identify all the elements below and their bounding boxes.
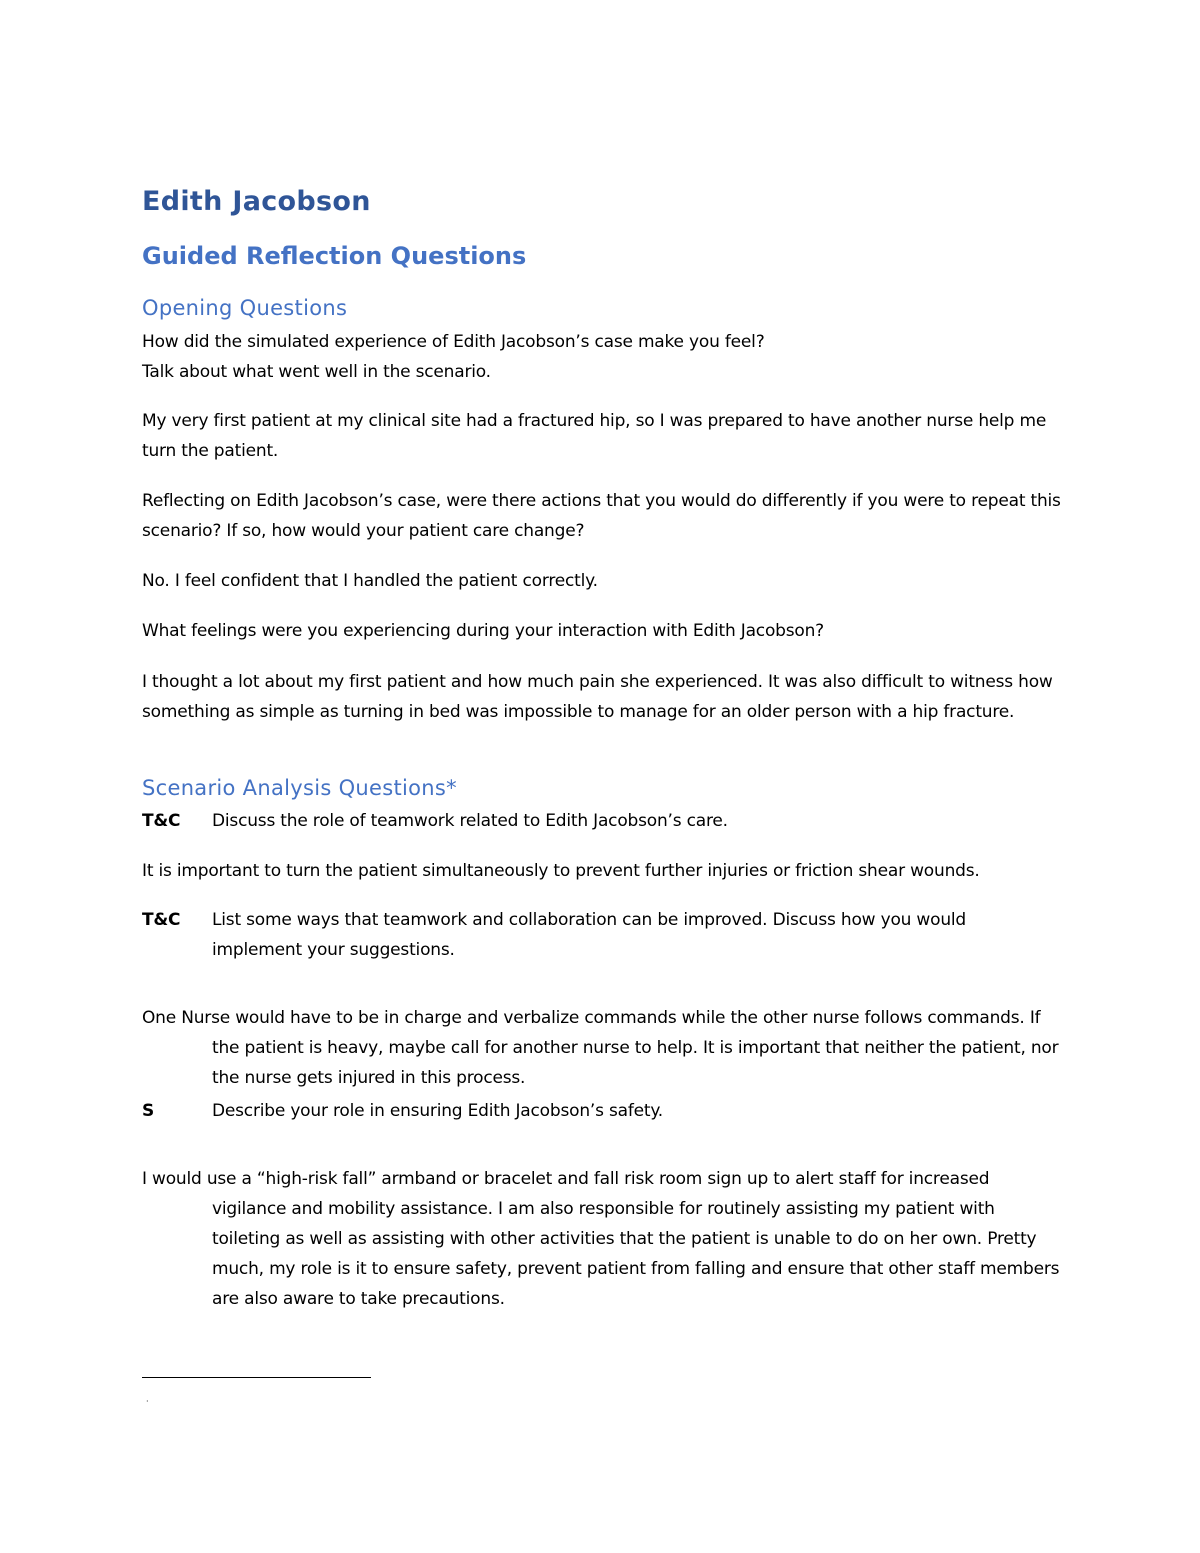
scenario-answer-3: I would use a “high-risk fall” armband or bracelet and fall risk room sign up to alert staff for increased vigilance and mobility assistance. I am also responsible for routinely assisting my patient with toileting as well as assisting with other activities that the patient is unable to do on her own. Pretty much, my role is it to ensure safety, prevent patient from falling and ensure that other staff members are also aware to take precautions. (142, 1169, 1060, 1309)
opening-answer-3: I thought a lot about my first patient and how much pain she experienced. It was also difficult to witness how something as simple as turning in bed was impossible to manage for an older person with a hip fracture. (142, 672, 1053, 722)
opening-questions-heading: Opening Questions (142, 296, 348, 320)
scenario-item-tag: T&C (142, 811, 181, 831)
opening-question-1-line-2: Talk about what went well in the scenario. (142, 362, 491, 382)
scenario-analysis-heading: Scenario Analysis Questions* (142, 776, 457, 800)
scenario-item-tag: T&C (142, 910, 181, 930)
footnote-mark: · (146, 1397, 149, 1406)
opening-answer-2: No. I feel confident that I handled the patient correctly. (142, 571, 598, 591)
scenario-item-question: Describe your role in ensuring Edith Jacobson’s safety. (212, 1101, 663, 1121)
document-subtitle: Guided Reflection Questions (142, 242, 527, 270)
opening-question-3: What feelings were you experiencing during your interaction with Edith Jacobson? (142, 621, 824, 641)
scenario-item-question: List some ways that teamwork and collaboration can be improved. Discuss how you would implement your suggestions. (212, 910, 967, 960)
opening-question-1-line-1: How did the simulated experience of Edith Jacobson’s case make you feel? (142, 332, 765, 352)
opening-question-2: Reflecting on Edith Jacobson’s case, were there actions that you would do differently if you were to repeat this scenario? If so, how would your patient care change? (142, 491, 1061, 541)
opening-answer-1: My very first patient at my clinical site had a fractured hip, so I was prepared to have another nurse help me turn the patient. (142, 411, 1047, 461)
scenario-answer-1: It is important to turn the patient simultaneously to prevent further injuries or friction shear wounds. (142, 861, 980, 881)
document-title: Edith Jacobson (142, 186, 371, 217)
footnote-separator (142, 1377, 371, 1378)
scenario-answer-2: One Nurse would have to be in charge and verbalize commands while the other nurse follows commands. If the patient is heavy, maybe call for another nurse to help. It is important that neither the patient, nor the nurse gets injured in this process. (142, 1008, 1059, 1088)
scenario-item-question: Discuss the role of teamwork related to Edith Jacobson’s care. (212, 811, 728, 831)
scenario-item-tag: S (142, 1101, 155, 1121)
